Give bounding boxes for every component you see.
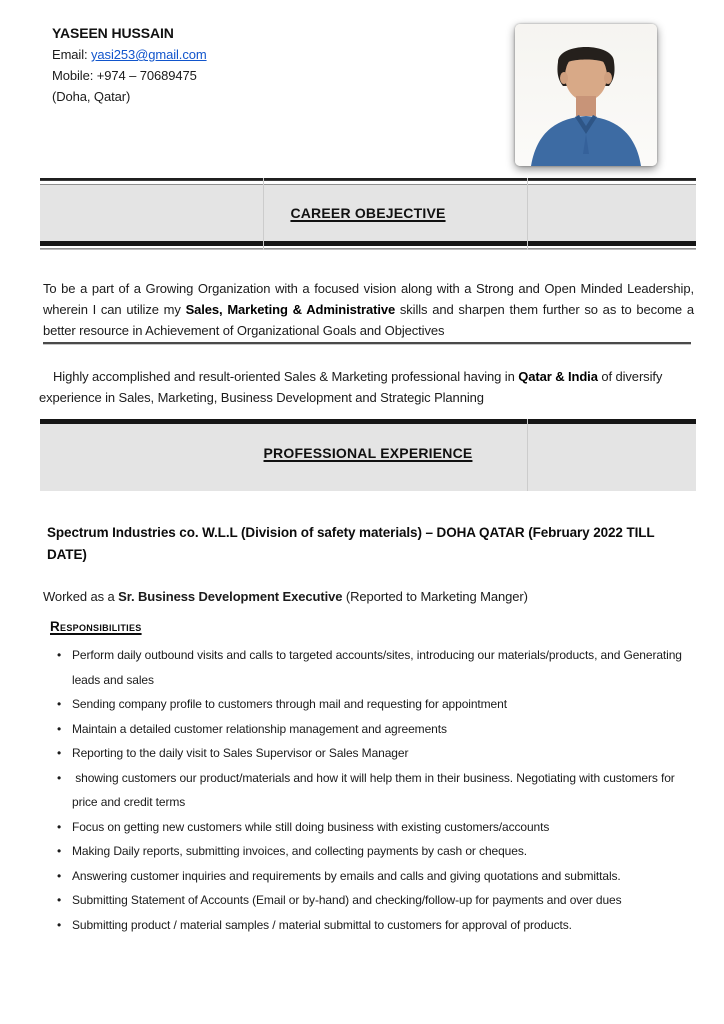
career-objective-title: CAREER OBEJECTIVE: [290, 205, 446, 221]
company-heading: Spectrum Industries co. W.L.L (Division of safety materials) – DOHA QATAR (February 2022 TILL DATE): [47, 525, 655, 562]
thin-rule-bottom: [40, 248, 696, 250]
objective-text-part: To be a part of a Growing Organization with a focused vision along with a Strong and Open Minded Leadership, wherein I can utilize my: [43, 281, 694, 317]
table-divider: [263, 178, 264, 250]
bullet-icon: •: [57, 770, 62, 785]
responsibility-item: [43, 643, 694, 692]
role-text-part: (Reported to Marketing Manger): [342, 589, 528, 604]
bullet-icon: •: [57, 697, 62, 711]
double-rule-top: [40, 178, 696, 181]
bullet-icon: •: [57, 844, 62, 858]
responsibility-item: [43, 864, 694, 889]
email-line: [52, 44, 207, 65]
responsibilities-heading: Responsibilities: [50, 619, 142, 634]
section-banner-professional-experience: [40, 419, 696, 491]
career-objective-banner-box: [40, 184, 696, 246]
responsibility-text: Answering customer inquiries and requirements by emails and calls and giving quotations and submittals.: [72, 868, 621, 883]
responsibility-text: Submitting Statement of Accounts (Email or by-hand) and checking/follow-up for payments and over dues: [72, 893, 622, 907]
table-divider: [527, 178, 528, 250]
person-name: YASEEN HUSSAIN: [52, 25, 174, 41]
bullet-icon: •: [57, 893, 62, 907]
contact-block: [43, 22, 207, 107]
professional-experience-banner-box: [40, 419, 696, 491]
objective-text-bold: Sales, Marketing & Administrative: [185, 302, 396, 317]
career-objective-text: [43, 278, 694, 341]
professional-experience-title: PROFESSIONAL EXPERIENCE: [263, 444, 473, 461]
bullet-icon: •: [57, 819, 62, 834]
bullet-icon: •: [57, 917, 62, 932]
location-line: (Doha, Qatar): [52, 89, 131, 104]
bullet-icon: •: [57, 868, 62, 883]
responsibility-text: showing customers our product/materials and how it will help them in their business. Negotiating with customers for price and credit terms: [72, 770, 678, 809]
responsibility-text: Making Daily reports, submitting invoices, and collecting payments by cash or cheques.: [72, 844, 527, 858]
responsibilities-list: [43, 643, 694, 937]
responsibility-item: [43, 692, 694, 717]
summary-text-part: Highly accomplished and result-oriented Sales & Marketing professional having in: [53, 369, 519, 384]
email-link[interactable]: yasi253@gmail.com: [91, 47, 207, 62]
header: [43, 22, 694, 166]
section-banner-career-objective: [40, 178, 696, 250]
email-label: Email:: [52, 47, 92, 62]
bullet-icon: •: [57, 648, 62, 662]
role-text-part: Worked as a: [43, 589, 119, 604]
responsibility-text: Sending company profile to customers through mail and requesting for appointment: [72, 697, 507, 711]
summary-text-part: of diversify experience in Sales, Marketing, Business Development and Strategic Planning: [39, 369, 663, 405]
responsibility-text: Focus on getting new customers while still doing business with existing customers/accounts: [72, 819, 550, 834]
responsibility-text: Submitting product / material samples / material submittal to customers for approval of products.: [72, 917, 572, 932]
role-title-bold: Sr. Business Development Executive: [118, 589, 343, 604]
responsibility-item: [43, 839, 694, 864]
responsibility-item: [43, 717, 694, 742]
responsibility-text: Perform daily outbound visits and calls to targeted accounts/sites, introducing our materials/products, and Generating leads and sales: [72, 648, 686, 687]
responsibility-item: [43, 815, 694, 840]
responsibility-text: Reporting to the daily visit to Sales Supervisor or Sales Manager: [72, 746, 409, 760]
responsibility-item: [43, 913, 694, 938]
responsibility-text: Maintain a detailed customer relationship management and agreements: [72, 721, 447, 736]
responsibility-item: [43, 888, 694, 913]
profile-summary-text: [39, 366, 694, 408]
horizontal-rule: [43, 342, 691, 345]
portrait-image: [515, 24, 657, 166]
bullet-icon: •: [57, 746, 62, 760]
responsibility-item: [43, 766, 694, 815]
bullet-icon: •: [57, 721, 62, 736]
role-line: [43, 587, 694, 607]
responsibility-item: [43, 741, 694, 766]
table-divider: [527, 419, 528, 491]
summary-text-bold: Qatar & India: [518, 369, 598, 384]
profile-photo: [515, 24, 657, 166]
objective-text-part: skills and sharpen them further so as to become a better resource in Achievement of Organizational Goals and Objectives: [43, 302, 694, 338]
mobile-line: Mobile: +974 – 70689475: [52, 68, 197, 83]
